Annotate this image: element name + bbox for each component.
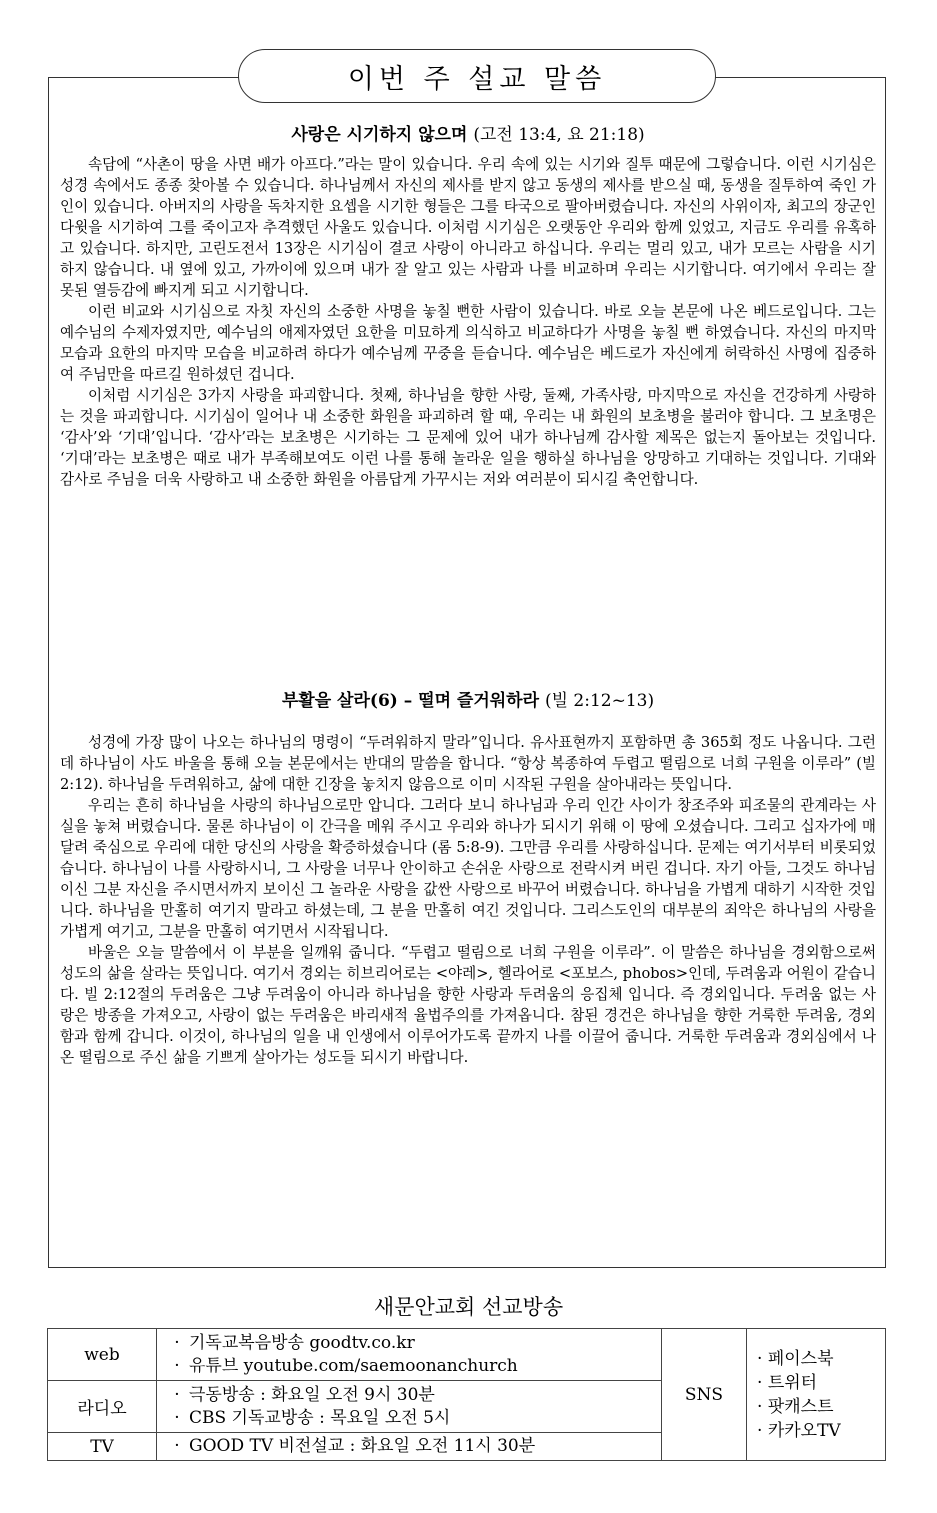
sermon2-paragraph: 우리는 흔히 하나님을 사랑의 하나님으로만 압니다. 그러다 보니 하나님과 우리 인간 사이가 창조주와 피조물의 관계라는 사실을 놓쳐 버렸습니다. 물론 하나님이 이 간극을 메워 주시고 우리와 하나가 되시기 위해 이 땅에 오셨습니다. 그리고 십자가에 매달려 죽심으로 우리에 대한 당신의 사랑을 확증하셨습니다 (롬 5:8-9). 그만큼 우리를 사랑하십니다. 문제는 여기서부터 비롯되었습니다. 하나님이 나를 사랑하시니, 그 사랑을 너무나 안이하고 손쉬운 사랑으로 전락시켜 버린 겁니다. 자기 아들, 그것도 하나님이신 그분 자신을 주시면서까지 보이신 그 놀라운 사랑을 값싼 사랑으로 바꾸어 버렸습니다. 하나님을 가볍게 대하기 시작한 것입니다. 하나님을 만홀히 여기지 말라고 하셨는데, 그 분을 만홀히 여긴 것입니다. 그리스도인의 대부분의 죄악은 하나님의 사랑을 가볍게 여기고, 그분을 만홀히 여기면서 시작됩니다. (60, 797, 876, 940)
sermon1-paragraph: 이처럼 시기심은 3가지 사랑을 파괴합니다. 첫째, 하나님을 향한 사랑, 둘째, 가족사랑, 마지막으로 자신을 건강하게 사랑하는 것을 파괴합니다. 시기심이 일어나 내 소중한 화원을 파괴하려 할 때, 우리는 내 화원의 보초병을 불러야 합니다. 그 보초명은 ‘감사’와 ‘기대’입니다. ‘감사’라는 보초병은 시기하는 그 문제에 있어 내가 하나님께 감사할 제목은 없는지 돌아보는 것입니다. ‘기대’라는 보초병은 때로 내가 부족해보여도 이런 나를 통해 놀라운 일을 행하실 하나님을 앙망하고 기대하는 것입니다. 기대와 감사로 주님을 더욱 사랑하고 내 소중한 화원을 아름답게 가꾸시는 저와 여러분이 되시길 축언합니다. (60, 387, 876, 488)
web-item-goodtv: 기독교복음방송 goodtv.co.kr (189, 1332, 415, 1353)
web-item-youtube: 유튜브 youtube.com/saemoonanchurch (189, 1355, 518, 1376)
sermon2-title: 부활을 살라(6) – 떨며 즐거워하라 (281, 691, 540, 711)
sermon1-paragraph: 속담에 “사촌이 땅을 사면 배가 아프다.”라는 말이 있습니다. 우리 속에 있는 시기와 질투 때문에 그렇습니다. 이런 시기심은 성경 속에서도 종종 찾아볼 수 있습니다. 하나님께서 자신의 제사를 받지 않고 동생의 제사를 받으실 때, 동생을 질투하여 죽인 가인이 있습니다. 아버지의 사랑을 독차지한 요셉을 시기한 형들은 그를 타국으로 팔아버렸습니다. 자신의 사위이자, 최고의 장군인 다윗을 시기하여 그를 죽이고자 추격했던 사울도 있습니다. 이처럼 시기심은 오랫동안 우리와 함께 있었고, 지금도 우리를 유혹하고 있습니다. 하지만, 고린도전서 13장은 시기심이 결코 사랑이 아니라고 하십니다. 우리는 멀리 있고, 내가 모르는 사람을 시기하지 않습니다. 내 옆에 있고, 가까이에 있으며 내가 잘 알고 있는 사람과 나를 비교하며 우리는 시기합니다. 여기에서 우리는 잘못된 열등감에 빠지게 되고 시기합니다. (60, 156, 876, 299)
broadcast-table (47, 1328, 886, 1461)
radio-item-febc: 극동방송 : 화요일 오전 9시 30분 (189, 1384, 435, 1405)
sns-items: · 페이스북 · 트위터 · 팟캐스트 · 카카오TV (747, 1329, 886, 1461)
sns-item-twitter: 트위터 (767, 1372, 818, 1393)
sermon1-body (60, 154, 876, 490)
sermon2-heading (60, 686, 876, 711)
web-label: web (48, 1329, 157, 1381)
sermon2-body (60, 732, 876, 1068)
sermon1-title: 사랑은 시기하지 않으며 (291, 125, 468, 145)
web-items: · 기독교복음방송 goodtv.co.kr · 유튜브 youtube.com/saemoonanchurch (157, 1329, 662, 1381)
sermon1-reference: (고전 13:4, 요 21:18) (473, 125, 645, 145)
sns-label: SNS (662, 1329, 747, 1461)
sermon2-paragraph: 성경에 가장 많이 나오는 하나님의 명령이 “두려워하지 말라”입니다. 유사표현까지 포함하면 총 365회 정도 나옵니다. 그런데 하나님이 사도 바울을 통해 오늘 본문에서는 반대의 말씀을 합니다. “항상 복종하여 두렵고 떨림으로 너희 구원을 이루라” (빌 2:12). 하나님을 두려워하고, 삶에 대한 긴장을 놓치지 않음으로 이미 시작된 구원을 살아내라는 뜻입니다. (60, 734, 876, 793)
page-title: 이번 주 설교 말씀 (347, 63, 607, 95)
radio-label: 라디오 (48, 1381, 157, 1433)
radio-items: · 극동방송 : 화요일 오전 9시 30분 · CBS 기독교방송 : 목요일 오전 5시 (157, 1381, 662, 1433)
tv-label: TV (48, 1433, 157, 1461)
web-row (48, 1329, 886, 1381)
broadcast-title: 새문안교회 선교방송 (373, 1295, 564, 1319)
tv-items: · GOOD TV 비전설교 : 화요일 오전 11시 30분 (157, 1433, 662, 1461)
sermon2-paragraph: 바울은 오늘 말씀에서 이 부분을 일깨워 줍니다. “두렵고 떨림으로 너희 구원을 이루라”. 이 말씀은 하나님을 경외함으로써 성도의 삶을 살라는 뜻입니다. 여기서 경외는 히브리어로는 <야레>, 헬라어로 <포보스, phobos>인데, 두려움과 어원이 같습니다. 빌 2:12절의 두려움은 그냥 두려움이 아니라 하나님을 향한 사랑과 두려움의 응집체 입니다. 즉 경외입니다. 두려움 없는 사랑은 방종을 가져오고, 사랑이 없는 두려움은 바리새적 율법주의를 가져옵니다. 참된 경건은 하나님을 향한 거룩한 두려움, 경외함과 함께 갑니다. 이것이, 하나님의 일을 내 인생에서 이루어가도록 끝까지 나를 이끌어 줍니다. 거룩한 두려움과 경외심에서 나온 떨림으로 주신 삶을 기쁘게 살아가는 성도들 되시기 바랍니다. (60, 944, 876, 1066)
sermon1-paragraph: 이런 비교와 시기심으로 자칫 자신의 소중한 사명을 놓칠 뻔한 사람이 있습니다. 바로 오늘 본문에 나온 베드로입니다. 그는 예수님의 수제자였지만, 예수님의 애제자였던 요한을 미묘하게 의식하고 비교하다가 사명을 놓칠 뻔 하였습니다. 자신의 마지막 모습과 요한의 마지막 모습을 비교하려 하다가 예수님께 꾸중을 듣습니다. 예수님은 베드로가 자신에게 허락하신 사명에 집중하여 주님만을 따르길 원하셨던 겁니다. (60, 303, 876, 383)
sns-item-podcast: 팟캐스트 (767, 1396, 834, 1417)
sermon2-reference: (빌 2:12~13) (544, 691, 655, 711)
sns-item-facebook: 페이스북 (767, 1348, 834, 1369)
sermon1-heading (60, 120, 876, 145)
tv-item-goodtv: GOOD TV 비전설교 : 화요일 오전 11시 30분 (189, 1436, 536, 1456)
page-title-banner (238, 49, 716, 103)
sns-item-kakaotv: 카카오TV (767, 1420, 841, 1441)
radio-item-cbs: CBS 기독교방송 : 목요일 오전 5시 (189, 1407, 451, 1428)
